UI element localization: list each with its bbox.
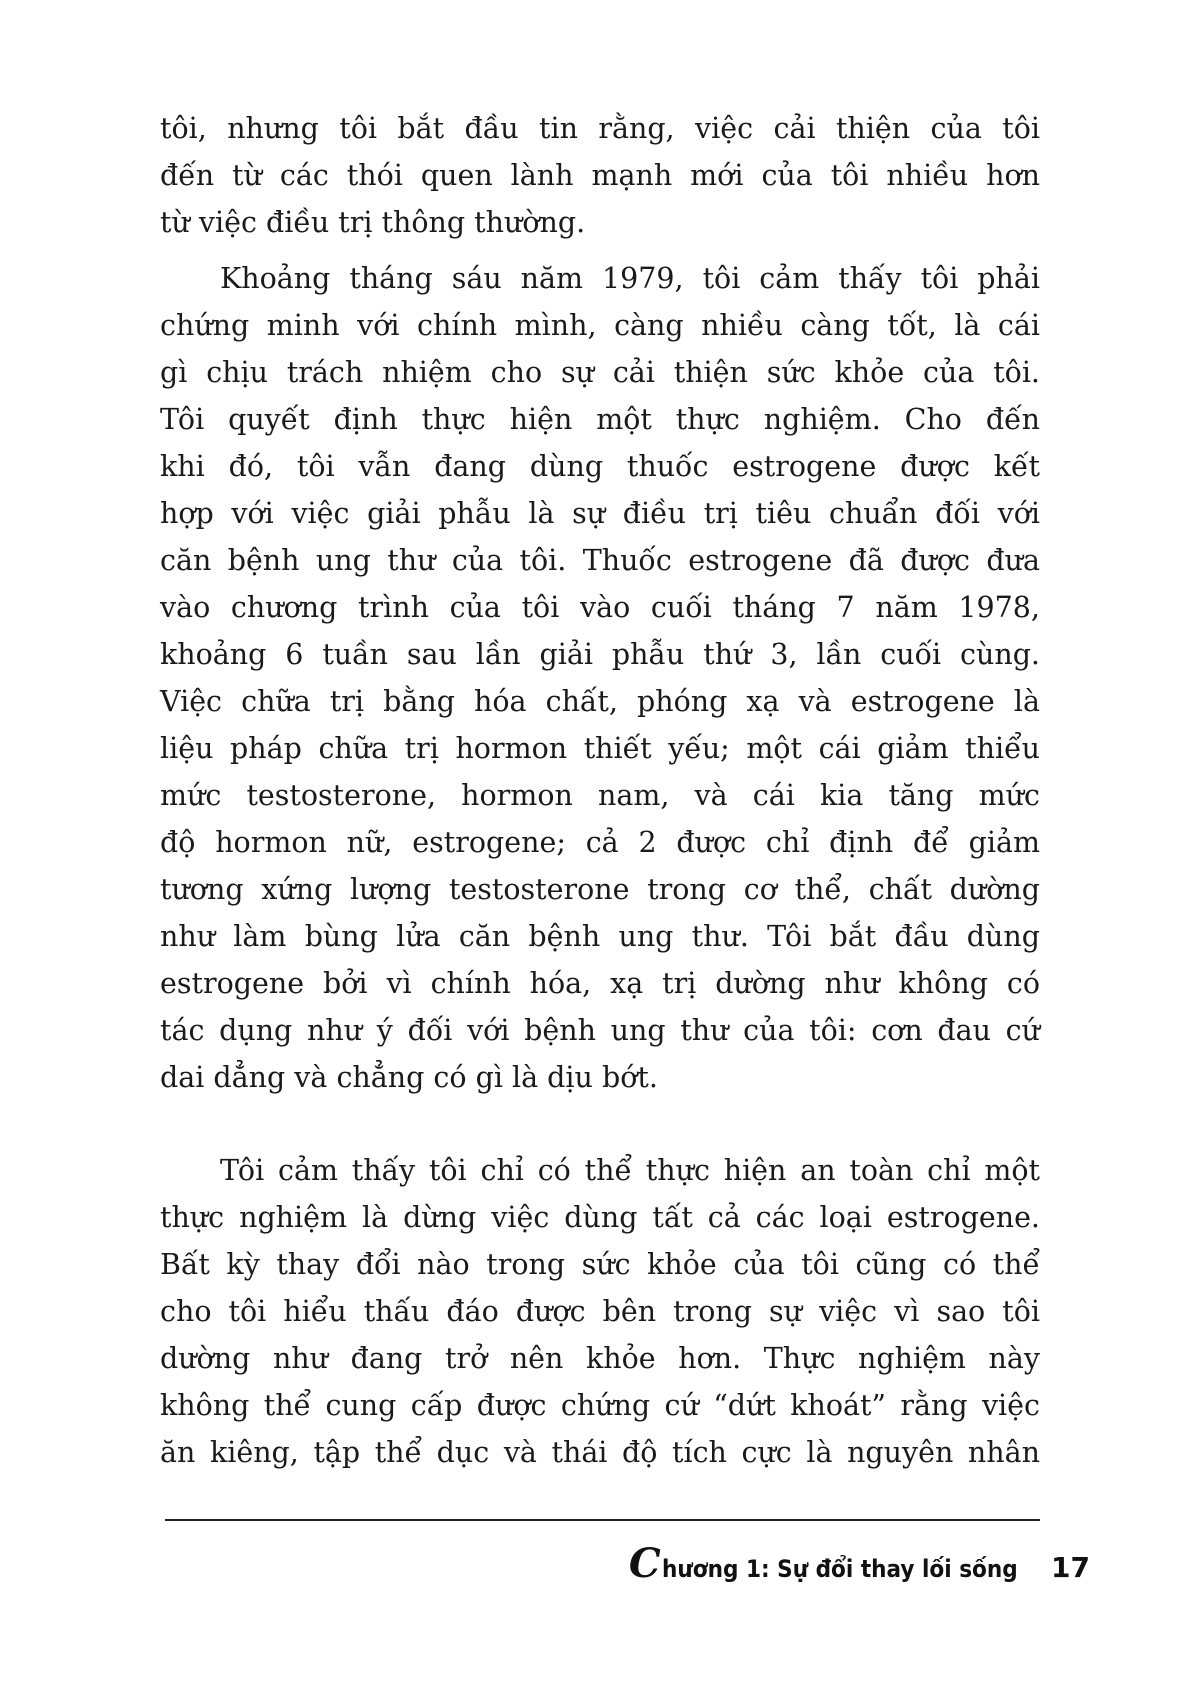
paragraph-2: [160, 255, 1040, 1101]
text-line: tương xứng lượng testosterone trong cơ thể, chất dường: [160, 873, 1040, 906]
text-line: dường như đang trở nên khỏe hơn. Thực nghiệm này: [160, 1342, 1040, 1375]
text-line: khi đó, tôi vẫn đang dùng thuốc estrogene được kết: [160, 450, 1040, 483]
text-line: căn bệnh ung thư của tôi. Thuốc estrogene đã được đưa: [160, 544, 1040, 577]
text-line: thực nghiệm là dừng việc dùng tất cả các loại estrogene.: [160, 1201, 1040, 1234]
chapter-title: hương 1: Sự đổi thay lối sống: [661, 1555, 1018, 1583]
text-line: độ hormon nữ, estrogene; cả 2 được chỉ định để giảm: [160, 826, 1040, 859]
text-line: Việc chữa trị bằng hóa chất, phóng xạ và estrogene là: [160, 685, 1040, 718]
text-line: Khoảng tháng sáu năm 1979, tôi cảm thấy tôi phải: [220, 262, 1040, 295]
text-line: Bất kỳ thay đổi nào trong sức khỏe của tôi cũng có thể: [160, 1248, 1040, 1281]
text-line: mức testosterone, hormon nam, và cái kia tăng mức: [160, 779, 1040, 812]
text-line: từ việc điều trị thông thường.: [160, 206, 586, 239]
text-line: Tôi quyết định thực hiện một thực nghiệm. Cho đến: [160, 403, 1040, 436]
chapter-initial: C: [628, 1540, 661, 1587]
text-line: tác dụng như ý đối với bệnh ung thư của tôi: cơn đau cứ: [160, 1014, 1040, 1047]
text-line: không thể cung cấp được chứng cứ “dứt khoát” rằng việc: [160, 1389, 1040, 1422]
text-line: Tôi cảm thấy tôi chỉ có thể thực hiện an toàn chỉ một: [220, 1154, 1040, 1187]
paragraph-1: [160, 105, 1040, 246]
text-line: tôi, nhưng tôi bắt đầu tin rằng, việc cải thiện của tôi: [160, 112, 1040, 145]
text-line: cho tôi hiểu thấu đáo được bên trong sự việc vì sao tôi: [160, 1295, 1040, 1328]
paragraph-3: [160, 1147, 1040, 1476]
text-line: dai dẳng và chẳng có gì là dịu bớt.: [160, 1061, 658, 1094]
page-footer: [629, 1540, 1090, 1587]
text-line: gì chịu trách nhiệm cho sự cải thiện sức khỏe của tôi.: [160, 356, 1040, 389]
text-line: đến từ các thói quen lành mạnh mới của tôi nhiều hơn: [160, 159, 1040, 192]
page-number: 17: [1051, 1551, 1090, 1584]
text-line: vào chương trình của tôi vào cuối tháng 7 năm 1978,: [160, 591, 1040, 624]
text-line: liệu pháp chữa trị hormon thiết yếu; một cái giảm thiểu: [160, 732, 1040, 765]
text-line: hợp với việc giải phẫu là sự điều trị tiêu chuẩn đối với: [160, 497, 1040, 530]
text-line: estrogene bởi vì chính hóa, xạ trị dường như không có: [160, 967, 1040, 1000]
text-line: như làm bùng lửa căn bệnh ung thư. Tôi bắt đầu dùng: [160, 920, 1040, 953]
text-line: chứng minh với chính mình, càng nhiều càng tốt, là cái: [160, 309, 1040, 342]
footer-divider: [165, 1519, 1040, 1521]
text-line: ăn kiêng, tập thể dục và thái độ tích cực là nguyên nhân: [160, 1436, 1040, 1469]
text-line: khoảng 6 tuần sau lần giải phẫu thứ 3, lần cuối cùng.: [160, 638, 1040, 671]
